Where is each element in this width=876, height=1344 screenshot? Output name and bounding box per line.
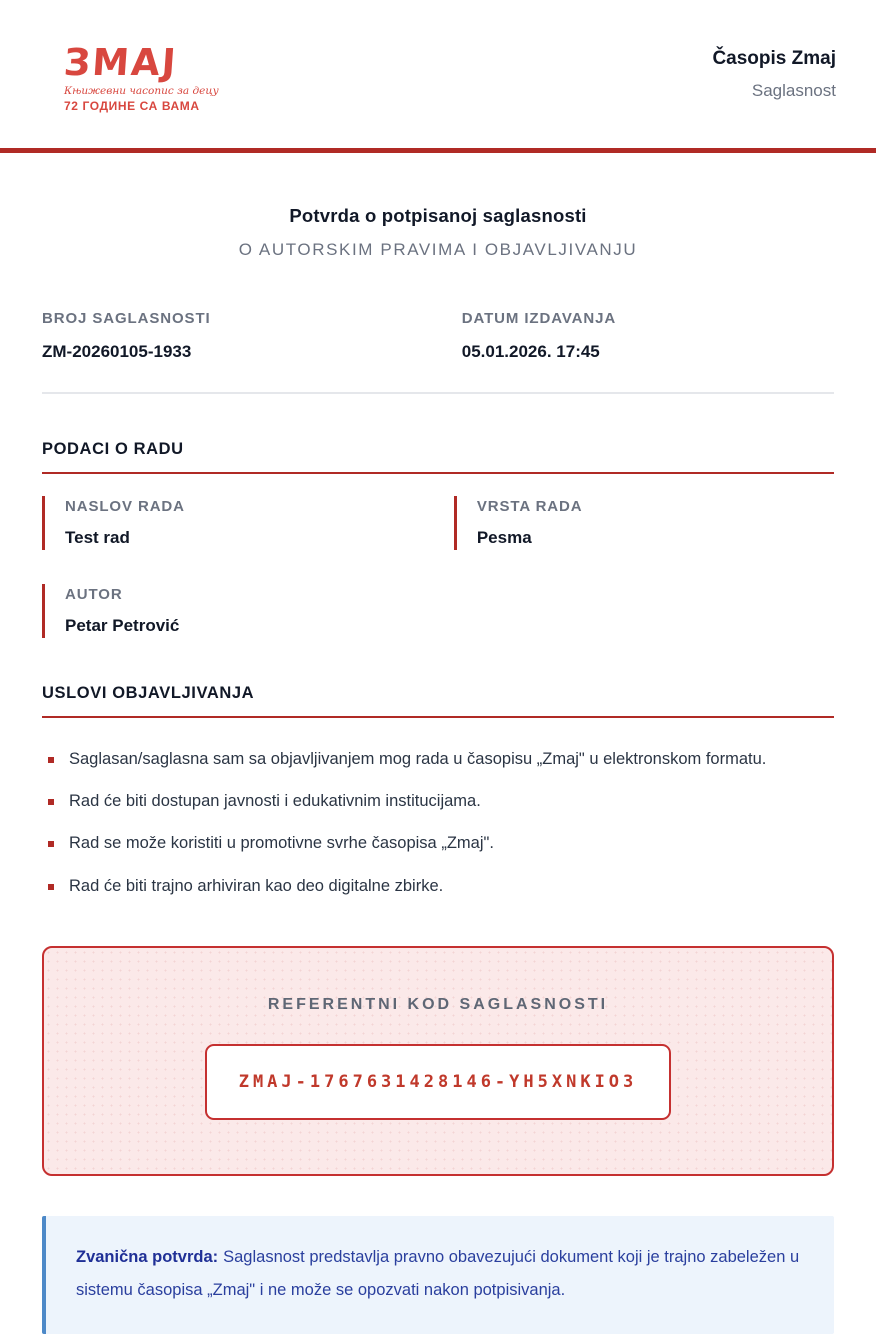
terms-item: Rad će biti trajno arhiviran kao deo digitalne zbirke.	[42, 869, 834, 904]
consent-number-value: ZM-20260105-1933	[42, 341, 192, 361]
terms-section-heading: USLOVI OBJAVLJIVANJA	[42, 684, 834, 718]
zmaj-logo	[62, 41, 219, 113]
document-subtitle: O AUTORSKIM PRAVIMA I OBJAVLJIVANJU	[238, 239, 638, 259]
reference-code-value: ZMAJ-1767631428146-YH5XNKIO3	[238, 1072, 638, 1093]
consent-meta-row	[42, 310, 834, 362]
terms-item: Rad se može koristiti u promotivne svrhe časopisa „Zmaj".	[42, 826, 834, 861]
official-note-text: Saglasnost predstavlja pravno obavezujući dokument koji je trajno zabeležen u sistemu časopisa „Zmaj" i ne može se opozvati nakon potpisivanja.	[76, 1248, 800, 1300]
header-meta	[712, 44, 836, 101]
author-field	[42, 584, 454, 638]
issue-date-field	[462, 310, 834, 362]
work-title-label: NASLOV RADA	[65, 497, 185, 515]
work-type-value: Pesma	[476, 527, 532, 547]
author-value: Petar Petrović	[65, 615, 180, 635]
reference-code-frame	[205, 1044, 672, 1120]
work-type-field	[454, 496, 834, 550]
reference-code-label: REFERENTNI KOD SAGLASNOSTI	[267, 996, 609, 1014]
zmaj-logo-wordmark: ЗМАЈ	[62, 41, 180, 84]
header-accent-rule	[0, 148, 876, 153]
terms-list	[42, 742, 834, 905]
work-section-heading: PODACI O RADU	[42, 440, 834, 474]
work-title-value: Test rad	[65, 527, 130, 547]
consent-number-field	[42, 310, 462, 362]
header-title: Časopis Zmaj	[712, 48, 836, 69]
terms-item: Saglasan/saglasna sam sa objavljivanjem mog rada u časopisu „Zmaj" u elektronskom formatu.	[42, 742, 834, 777]
author-label: AUTOR	[65, 585, 123, 603]
reference-code-box	[42, 946, 834, 1176]
document-body	[0, 205, 876, 1335]
document-title-block	[42, 205, 834, 260]
work-title-field	[42, 496, 454, 550]
work-fields	[42, 496, 834, 638]
header-subtitle: Saglasnost	[751, 81, 836, 100]
page-header	[0, 0, 876, 148]
zmaj-logo-tagline-years: 72 ГОДИНЕ СА ВАМА	[64, 98, 200, 113]
official-note-box	[42, 1216, 834, 1334]
meta-divider	[42, 392, 834, 394]
consent-number-label: BROJ SAGLASNOSTI	[42, 309, 211, 327]
official-note-label: Zvanična potvrda:	[76, 1248, 219, 1267]
issue-date-value: 05.01.2026. 17:45	[461, 341, 600, 361]
zmaj-logo-tagline-script: Књижевни часопис за децу	[64, 85, 219, 97]
terms-item: Rad će biti dostupan javnosti i edukativnim institucijama.	[42, 784, 834, 819]
document-title: Potvrda o potpisanoj saglasnosti	[289, 204, 587, 226]
issue-date-label: DATUM IZDAVANJA	[461, 309, 617, 327]
work-type-label: VRSTA RADA	[476, 497, 583, 515]
